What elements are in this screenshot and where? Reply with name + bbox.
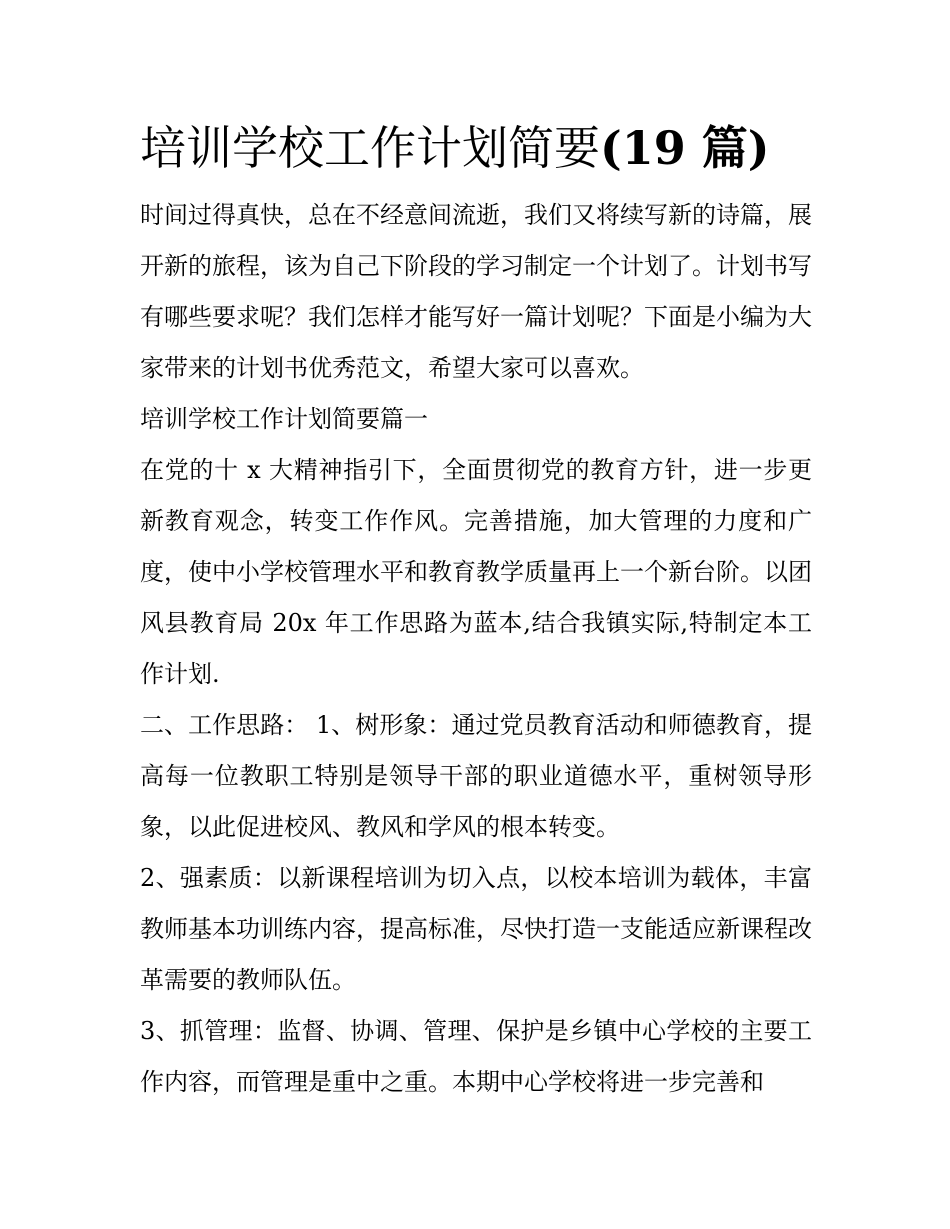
title-suffix: (19 篇) bbox=[600, 121, 770, 175]
document-title bbox=[140, 112, 812, 184]
body-paragraph: 3、抓管理：监督、协调、管理、保护是乡镇中心学校的主要工作内容，而管理是重中之重。本期中心学校将进一步完善和 bbox=[140, 1017, 812, 1096]
body-paragraph: 2、强素质：以新课程培训为切入点，以校本培训为载体，丰富教师基本功训练内容，提高标准，尽快打造一支能适应新课程改革需要的教师队伍。 bbox=[140, 864, 812, 994]
document-body bbox=[140, 112, 812, 1108]
intro-paragraph: 时间过得真快，总在不经意间流逝，我们又将续写新的诗篇，展开新的旅程，该为自己下阶段的学习制定一个计划了。计划书写有哪些要求呢？我们怎样才能写好一篇计划呢？下面是小编为大家带来的计划书优秀范文，希望大家可以喜欢。 bbox=[140, 201, 812, 382]
section-heading: 培训学校工作计划简要篇一 bbox=[140, 405, 428, 433]
body-paragraph: 二、工作思路： 1、树形象：通过党员教育活动和师德教育，提高每一位教职工特别是领导干部的职业道德水平，重树领导形象，以此促进校风、教风和学风的根本转变。 bbox=[140, 711, 812, 841]
body-paragraph: 在党的十 x 大精神指引下，全面贯彻党的教育方针，进一步更新教育观念，转变工作作风。完善措施，加大管理的力度和广度，使中小学校管理水平和教育教学质量再上一个新台阶。以团风县教育局 20x 年工作思路为蓝本,结合我镇实际,特制定本工作计划. bbox=[140, 456, 812, 688]
title-main: 培训学校工作计划简要 bbox=[140, 121, 600, 175]
